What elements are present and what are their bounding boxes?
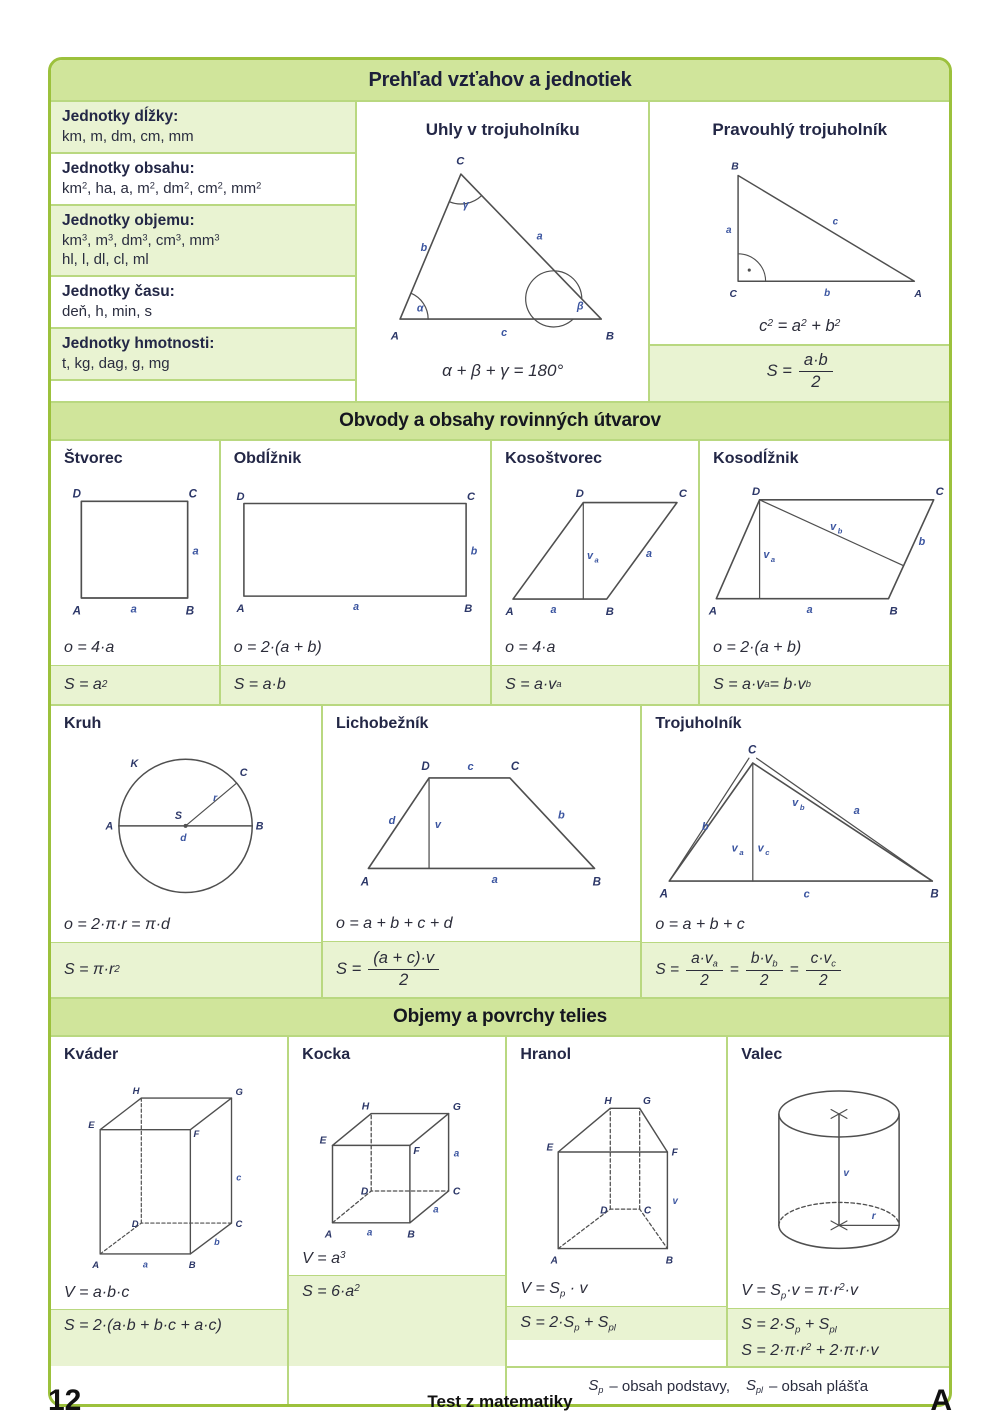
svg-text:b: b xyxy=(558,808,565,821)
right-triangle-figure xyxy=(671,154,929,305)
svg-text:B: B xyxy=(605,605,614,618)
svg-text:b: b xyxy=(918,536,925,549)
side-label-b: b xyxy=(823,287,830,299)
svg-text:C: C xyxy=(453,1186,461,1198)
svg-text:B: B xyxy=(188,1260,196,1272)
svg-text:A: A xyxy=(659,888,668,901)
svg-text:A: A xyxy=(92,1260,100,1272)
angle-label-beta: β xyxy=(576,300,584,313)
solids-section xyxy=(51,1037,949,1405)
svg-text:A: A xyxy=(505,605,514,618)
units-and-triangles-section xyxy=(51,102,949,401)
cylinder-panel xyxy=(726,1037,949,1367)
cylinder-volume: $V = S_p\cdot v = \pi\cdot r^2\cdot v$ xyxy=(741,1281,858,1301)
svg-text:C: C xyxy=(935,486,944,499)
svg-text:A: A xyxy=(360,876,370,889)
square-figure xyxy=(62,482,207,622)
units-area-label: Jednotky obsahu: xyxy=(62,160,195,177)
prism-diagram xyxy=(507,1064,726,1278)
angle-label-gamma: γ xyxy=(462,198,469,211)
svg-text:r: r xyxy=(213,792,218,804)
plane-shapes-row-1 xyxy=(51,441,949,704)
right-triangle-panel xyxy=(648,102,949,401)
square-diagram xyxy=(51,468,219,637)
units-area-values: $km^2$, ha, a, $m^2$, $dm^2$, $cm^2$, $mm^2$ xyxy=(62,180,262,197)
cube-panel xyxy=(287,1037,505,1367)
cylinder-figure xyxy=(755,1068,923,1276)
svg-text:v: v xyxy=(829,521,836,534)
svg-text:B: B xyxy=(464,602,473,615)
svg-text:D: D xyxy=(236,490,245,503)
rectangle-panel xyxy=(219,441,490,704)
plane-shapes-section-title: Obvody a obsahy rovinných útvarov xyxy=(51,401,949,441)
svg-text:c: c xyxy=(803,888,810,901)
units-mass xyxy=(51,327,355,379)
triangle-angles-figure xyxy=(372,146,634,357)
triangle-area xyxy=(642,942,949,997)
right-triangle-title: Pravouhlý trojuholník xyxy=(712,120,888,139)
angles-panel xyxy=(355,102,648,401)
svg-text:H: H xyxy=(362,1101,370,1113)
units-volume-label: Jednotky objemu: xyxy=(62,212,195,229)
fraction: $\frac{(a + c)\cdot v}{2}$ xyxy=(368,949,439,990)
svg-text:C: C xyxy=(467,490,476,503)
svg-text:v: v xyxy=(672,1195,678,1207)
svg-text:E: E xyxy=(546,1142,553,1154)
square-title: Štvorec xyxy=(64,449,123,467)
svg-text:a: a xyxy=(853,805,860,818)
units-area xyxy=(51,152,355,204)
units-volume-values: $km^3$, $m^3$, $dm^3$, $cm^3$, $mm^3$ xyxy=(62,232,220,249)
svg-text:a: a xyxy=(130,603,138,616)
svg-text:a: a xyxy=(454,1148,460,1160)
side-label-a: a xyxy=(536,230,543,243)
svg-text:H: H xyxy=(604,1095,612,1107)
right-triangle-area-band xyxy=(650,344,949,401)
units-empty-row xyxy=(51,379,355,401)
parallelogram-perimeter: o = 2·(a + b) xyxy=(713,638,802,656)
svg-text:a: a xyxy=(550,603,557,616)
units-length-values: km, m, dm, cm, mm xyxy=(62,128,194,145)
trapezoid-area xyxy=(323,941,640,997)
units-volume-values-2: hl, l, dl, cl, ml xyxy=(62,251,149,268)
solids-section-title: Objemy a povrchy telies xyxy=(51,997,949,1037)
formula-sheet-box xyxy=(48,57,952,1407)
pythagoras-formula: $c^2 = a^2 + b^2$ xyxy=(759,316,841,335)
units-time-values: deň, h, min, s xyxy=(62,303,153,320)
square-area: S = a 2 xyxy=(51,665,219,704)
cube-title: Kocka xyxy=(302,1045,351,1063)
svg-text:D: D xyxy=(421,760,430,773)
triangle-heights-figure xyxy=(652,739,940,907)
cuboid-volume: V = a·b·c xyxy=(64,1283,130,1301)
svg-text:C: C xyxy=(678,487,688,500)
cylinder-surface-1: $S = 2\cdot S_p + S_{pl}$ xyxy=(741,1316,837,1336)
svg-text:K: K xyxy=(130,757,139,770)
svg-text:d: d xyxy=(388,814,396,827)
units-mass-values: t, kg, dag, g, mg xyxy=(62,355,170,372)
svg-text:b: b xyxy=(471,545,478,558)
fraction: $\frac{a\cdot b}{2}$ xyxy=(799,351,833,392)
cylinder-diagram xyxy=(728,1064,949,1280)
prism-empty-space xyxy=(507,1340,726,1366)
right-triangle-diagram xyxy=(650,142,949,317)
cuboid-panel xyxy=(51,1037,287,1367)
svg-text:G: G xyxy=(235,1086,243,1098)
vertex-label-B: B xyxy=(605,330,614,343)
triangle-title: Trojuholník xyxy=(655,714,742,732)
units-time-label: Jednotky času: xyxy=(62,283,175,300)
svg-text:b: b xyxy=(799,803,805,813)
svg-text:v: v xyxy=(843,1167,849,1179)
trapezoid-panel xyxy=(321,706,640,997)
svg-text:F: F xyxy=(671,1147,678,1159)
parallelogram-diagram xyxy=(700,468,949,637)
svg-text:a: a xyxy=(646,547,653,560)
units-column xyxy=(51,102,355,401)
spl-symbol: $S_{pl}$ xyxy=(745,1377,764,1396)
angle-label-alpha: α xyxy=(416,302,424,315)
cuboid-title: Kváder xyxy=(64,1045,119,1063)
svg-text:D: D xyxy=(72,488,82,501)
svg-text:a: a xyxy=(142,1259,149,1270)
angles-diagram xyxy=(357,142,648,361)
cuboid-diagram xyxy=(51,1064,287,1282)
svg-text:c: c xyxy=(236,1172,242,1183)
page-footer xyxy=(48,1376,952,1418)
svg-text:v: v xyxy=(731,842,738,855)
units-volume xyxy=(51,204,355,275)
side-label-c: c xyxy=(500,326,507,339)
svg-text:D: D xyxy=(575,487,585,500)
cuboid-surface: S = 2·(a·b + b·c + a·c) xyxy=(64,1316,222,1334)
cylinder-title: Valec xyxy=(741,1045,783,1063)
test-variant-letter: A xyxy=(930,1384,952,1417)
svg-text:S: S xyxy=(174,809,182,822)
svg-text:A: A xyxy=(325,1229,333,1241)
rhombus-panel xyxy=(490,441,698,704)
svg-text:B: B xyxy=(255,819,264,832)
circle-perimeter: o = 2·π·r = π·d xyxy=(64,915,170,933)
rectangle-title: Obdĺžnik xyxy=(233,449,302,467)
svg-text:v: v xyxy=(791,797,798,810)
trapezoid-figure xyxy=(354,751,609,895)
circle-figure xyxy=(86,737,286,910)
svg-text:C: C xyxy=(643,1205,651,1217)
rhombus-perimeter: o = 4·a xyxy=(505,638,556,656)
svg-text:A: A xyxy=(105,819,114,832)
svg-text:E: E xyxy=(88,1119,95,1131)
svg-text:D: D xyxy=(600,1205,608,1217)
trapezoid-title: Lichobežník xyxy=(335,714,429,732)
svg-text:G: G xyxy=(642,1095,651,1107)
cube-diagram xyxy=(289,1064,505,1248)
rectangle-perimeter: o = 2·(a + b) xyxy=(233,638,322,656)
svg-text:a: a xyxy=(353,600,360,613)
prism-figure xyxy=(533,1068,701,1274)
footer-title: Test z matematiky xyxy=(427,1392,573,1411)
triangle-perimeter: o = a + b + c xyxy=(655,915,745,933)
svg-text:B: B xyxy=(930,888,939,901)
svg-text:v: v xyxy=(762,549,769,562)
area-prefix: S = xyxy=(766,361,792,380)
svg-text:A: A xyxy=(550,1255,558,1267)
svg-text:a: a xyxy=(739,848,744,858)
svg-text:B: B xyxy=(889,606,898,619)
sp-description: – obsah podstavy, xyxy=(609,1377,730,1395)
page-number: 12 xyxy=(48,1384,82,1417)
circle-diagram xyxy=(51,733,321,914)
svg-text:a: a xyxy=(367,1227,373,1239)
cuboid-figure xyxy=(78,1068,260,1278)
svg-text:D: D xyxy=(361,1186,369,1198)
svg-text:F: F xyxy=(193,1128,200,1140)
svg-text:C: C xyxy=(511,760,520,773)
rectangle-diagram xyxy=(221,468,490,637)
svg-text:b: b xyxy=(837,527,842,537)
svg-text:D: D xyxy=(131,1218,139,1230)
svg-text:E: E xyxy=(319,1135,327,1147)
rectangle-area: S = a·b xyxy=(221,665,490,704)
parallelogram-panel xyxy=(698,441,949,704)
prism-volume: $V = S_p \cdot v$ xyxy=(520,1279,588,1300)
vertex-label-A: A xyxy=(390,330,399,343)
prism-title: Hranol xyxy=(520,1045,572,1063)
svg-text:A: A xyxy=(236,602,245,615)
sheet-title: Prehľad vzťahov a jednotiek xyxy=(51,60,949,102)
svg-text:a: a xyxy=(433,1204,439,1216)
units-length-label: Jednotky dĺžky: xyxy=(62,108,179,125)
rhombus-diagram xyxy=(492,468,698,637)
vertex-label-A: A xyxy=(914,288,922,300)
trapezoid-diagram xyxy=(323,733,640,913)
svg-text:a: a xyxy=(594,555,599,565)
side-label-b: b xyxy=(420,241,427,254)
cylinder-surface-band xyxy=(728,1308,949,1366)
svg-text:F: F xyxy=(413,1145,420,1157)
plane-shapes-row-2 xyxy=(51,704,949,997)
trapezoid-perimeter: o = a + b + c + d xyxy=(335,914,453,932)
vertex-label-B: B xyxy=(730,161,739,173)
cylinder-surface-2: $S = 2\cdot\pi\cdot r^2 + 2\cdot\pi\cdot r\cdot v$ xyxy=(741,1342,879,1360)
svg-text:H: H xyxy=(132,1085,140,1097)
svg-text:C: C xyxy=(235,1218,243,1230)
circle-panel xyxy=(51,706,321,997)
triangle-panel xyxy=(640,706,949,997)
svg-text:C: C xyxy=(747,744,756,757)
vertex-label-C: C xyxy=(729,288,737,300)
svg-text:c: c xyxy=(764,848,770,858)
prism-surface-band: $S = 2\cdot S_p + S_{pl}$ xyxy=(507,1306,726,1340)
svg-text:a: a xyxy=(806,604,813,617)
cube-figure xyxy=(311,1068,483,1244)
svg-text:r: r xyxy=(871,1211,876,1223)
svg-text:A: A xyxy=(708,606,717,619)
units-mass-label: Jednotky hmotnosti: xyxy=(62,335,215,352)
svg-text:B: B xyxy=(592,876,602,889)
parallelogram-area: S = a·v a = b·v b xyxy=(700,665,949,704)
right-triangle-area-formula xyxy=(767,351,833,392)
svg-text:C: C xyxy=(188,488,198,501)
fraction: $\frac{a\cdot v_a}{2}$ xyxy=(686,950,723,990)
fraction: $\frac{b\cdot v_b}{2}$ xyxy=(746,950,783,990)
rhombus-figure xyxy=(499,482,691,622)
svg-text:d: d xyxy=(180,832,187,844)
svg-text:a: a xyxy=(491,873,498,886)
svg-text:v: v xyxy=(757,842,764,855)
svg-text:D: D xyxy=(751,486,760,499)
square-panel xyxy=(51,441,219,704)
svg-text:C: C xyxy=(239,766,248,779)
sp-symbol: $S_p$ xyxy=(588,1377,604,1396)
vertex-label-C: C xyxy=(455,155,465,168)
cuboid-surface-band xyxy=(51,1309,287,1367)
svg-text:b: b xyxy=(701,821,709,834)
parallelogram-figure xyxy=(705,481,945,622)
angles-title: Uhly v trojuholníku xyxy=(425,120,580,139)
angles-sum-formula: α + β + γ = 180° xyxy=(442,360,564,380)
units-length xyxy=(51,102,355,152)
rectangle-figure xyxy=(230,485,480,619)
svg-text:b: b xyxy=(214,1237,220,1248)
svg-text:B: B xyxy=(407,1229,416,1241)
fraction: $\frac{c\cdot v_c}{2}$ xyxy=(806,950,841,990)
triangle-diagram xyxy=(642,733,949,914)
trapezoid-area-formula: S = $\frac{(a + c)\cdot v}{2}$ xyxy=(336,949,439,990)
cube-surface-band xyxy=(289,1275,505,1366)
cube-surface: $S = 6\cdot a^2$ xyxy=(302,1283,360,1301)
rhombus-area: S = a·v a xyxy=(492,665,698,704)
svg-text:A: A xyxy=(72,605,82,618)
svg-text:a: a xyxy=(770,555,775,565)
spl-description: – obsah plášťa xyxy=(769,1377,869,1395)
rhombus-title: Kosoštvorec xyxy=(505,449,602,467)
svg-text:B: B xyxy=(186,605,195,618)
svg-text:c: c xyxy=(467,760,474,773)
triangle-area-formula: S = $\frac{a\cdot v_a}{2}$ = $\frac{b\cdot v_b}{2}$ = $\frac{c\cdot v_c}{2}$ xyxy=(655,950,841,990)
units-time xyxy=(51,275,355,327)
svg-text:B: B xyxy=(665,1255,673,1267)
circle-area: S = π·r 2 xyxy=(51,942,321,997)
cube-volume: $V = a^3$ xyxy=(302,1250,346,1268)
svg-text:v: v xyxy=(435,818,442,831)
svg-text:G: G xyxy=(453,1101,462,1113)
prism-panel xyxy=(505,1037,726,1367)
parallelogram-title: Kosodĺžnik xyxy=(713,449,799,467)
square-perimeter: o = 4·a xyxy=(64,638,115,656)
formula-sheet xyxy=(48,57,952,1407)
circle-title: Kruh xyxy=(64,714,102,732)
side-label-c: c xyxy=(832,216,838,228)
svg-text:v: v xyxy=(587,549,594,562)
svg-text:a: a xyxy=(192,545,200,558)
side-label-a: a xyxy=(725,225,732,237)
